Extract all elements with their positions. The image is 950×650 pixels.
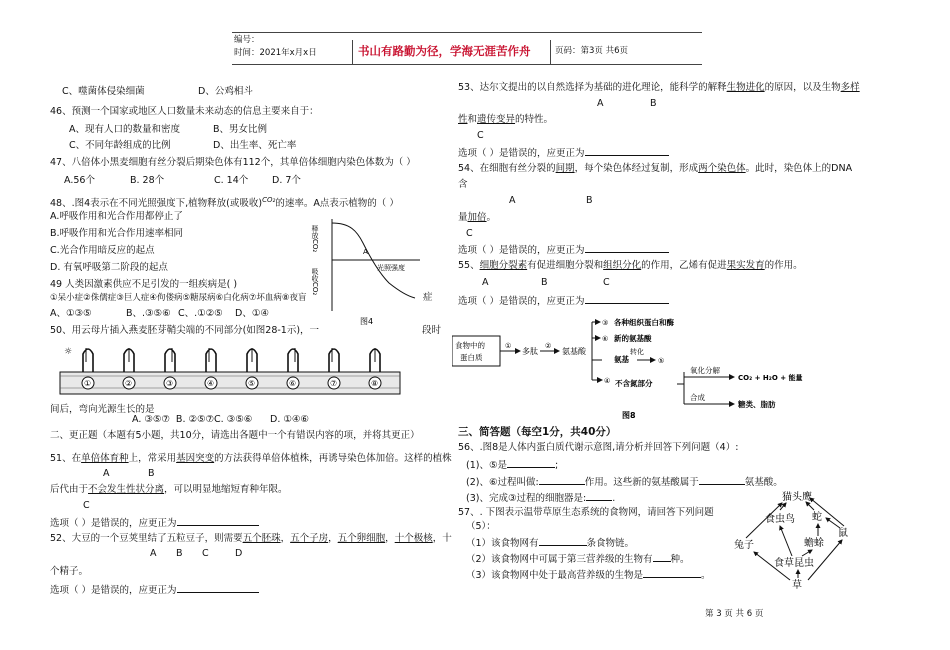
marker-c: C bbox=[477, 130, 484, 141]
coleoptile-tube bbox=[206, 349, 216, 372]
tube-number: ① bbox=[84, 379, 92, 388]
marker-a: A bbox=[482, 277, 489, 288]
question-56-1: (1)、⑤是 ; bbox=[466, 460, 559, 471]
question-56: 56、.图8是人体内蛋白质代谢示意图,请分析并回答下列问题（4）: bbox=[458, 442, 739, 453]
answer-blank[interactable] bbox=[585, 243, 669, 253]
option-d: D、①④ bbox=[235, 308, 269, 319]
question-53-line2: 性和遗传变异的特性。 bbox=[458, 114, 554, 125]
answer-blank[interactable] bbox=[699, 475, 745, 485]
question-50-cont: 间后，弯向光源生长的是 bbox=[50, 404, 155, 415]
answer-blank[interactable] bbox=[585, 294, 669, 304]
answer-blank[interactable] bbox=[586, 491, 612, 501]
question-50: 50、用云母片插入燕麦胚芽鞘尖端的不同部分(如图28-1示)，一 bbox=[50, 325, 320, 336]
amino-group-label: 氨基 bbox=[614, 355, 629, 364]
tube-number: ⑦ bbox=[330, 379, 338, 388]
answer-line: 选项（ ）是错误的，应更正为 bbox=[50, 583, 259, 597]
food-protein-label: 食物中的 bbox=[455, 341, 485, 350]
answer-line: 选项（ ）是错误的，应更正为 bbox=[458, 294, 669, 308]
option-a: A.呼吸作用和光合作用都停止了 bbox=[50, 211, 183, 222]
strip-base bbox=[60, 372, 400, 394]
option-a: A.56个 bbox=[64, 175, 95, 186]
question-49: 49 人类因激素供应不足引发的一组疾病是( ) bbox=[50, 279, 238, 290]
coleoptile-tube bbox=[329, 349, 339, 372]
time-label: 时间：2021年x月x日 bbox=[234, 48, 317, 58]
x-label: 光照强度 bbox=[377, 264, 405, 272]
marker-b: B bbox=[541, 277, 548, 288]
answer-blank[interactable] bbox=[539, 536, 587, 546]
coleoptile-figure bbox=[58, 340, 403, 400]
question-57-1: （1）该食物网有 条食物链。 bbox=[466, 538, 635, 549]
svg-text:⑥: ⑥ bbox=[602, 335, 609, 343]
figure-4-graph bbox=[305, 213, 425, 328]
light-source-icon: ☼ bbox=[64, 347, 73, 357]
option-c: C.光合作用暗反应的起点 bbox=[50, 245, 155, 256]
option-a: A、现有人口的数量和密度 bbox=[69, 124, 180, 135]
question-57-3: （3）该食物网中处于最高营养级的生物是 。 bbox=[466, 570, 711, 581]
section-2-title: 二、更正题（本题有5小题，共10分，请选出各题中一个有错误内容的项，并将其更正） bbox=[50, 430, 420, 441]
svg-text:④: ④ bbox=[604, 377, 611, 385]
option-b: B. 28个 bbox=[130, 175, 165, 186]
answer-blank[interactable] bbox=[177, 516, 259, 526]
peptide-label: 多肽 bbox=[522, 347, 538, 356]
owl-label: 猫头鹰 bbox=[782, 492, 812, 503]
rat-label: 鼠 bbox=[838, 528, 848, 539]
tube-number: ⑤ bbox=[248, 379, 256, 388]
non-nitrogen-label: 不含氮部分 bbox=[615, 379, 653, 388]
svg-text:⑤: ⑤ bbox=[658, 357, 665, 365]
page-info: 页码：第3页 共6页 bbox=[555, 46, 629, 56]
marker-a: A bbox=[150, 548, 157, 559]
question-48: 48、.图4表示在不同光照强度下,植物释放(或吸收)$^{CO_2}$的速率。A点表示植物的（ ） bbox=[50, 196, 399, 210]
marker-b: B bbox=[176, 548, 183, 559]
code-label: 编号： bbox=[234, 35, 260, 45]
marker-b: B bbox=[148, 468, 155, 479]
option-b: B. ②⑤⑦ bbox=[175, 414, 215, 425]
marker-a: A bbox=[509, 195, 516, 206]
question-57: 57、. 下图表示温带草原生态系统的食物网，请回答下列问题 bbox=[458, 507, 714, 518]
products-label: CO₂ + H₂O + 能量 bbox=[738, 374, 803, 382]
answer-blank[interactable] bbox=[539, 475, 585, 485]
grass-label: 草 bbox=[792, 580, 802, 591]
option-b: B、.③⑤⑥ bbox=[126, 308, 171, 319]
question-49-tail: 症 bbox=[423, 292, 433, 303]
tube-number: ③ bbox=[166, 379, 174, 388]
option-d: D. ①④⑥ bbox=[270, 414, 309, 425]
svg-text:转化: 转化 bbox=[630, 348, 644, 356]
marker-a: A bbox=[103, 468, 110, 479]
option-d: D. 有氧呼吸第二阶段的起点 bbox=[50, 262, 168, 273]
food-web-diagram bbox=[730, 488, 860, 610]
point-a-label: A bbox=[363, 248, 368, 256]
tube-number: ⑥ bbox=[289, 379, 297, 388]
option-b: B.呼吸作用和光合作用速率相同 bbox=[50, 228, 184, 239]
option-c: C. ③⑤⑥ bbox=[214, 414, 253, 425]
question-54-line3: 量加倍。 bbox=[458, 212, 497, 223]
tube-number: ④ bbox=[207, 379, 215, 388]
toad-label: 蟾蜍 bbox=[804, 538, 824, 549]
marker-c: C bbox=[202, 548, 209, 559]
question-50-tail: 段时 bbox=[422, 325, 442, 336]
coleoptile-tube bbox=[83, 349, 93, 372]
svg-text:①: ① bbox=[505, 342, 512, 350]
question-55: 55、细胞分裂素有促进细胞分裂和组织分化的作用，乙烯有促进果实发育的作用。 bbox=[458, 260, 803, 271]
question-52-line2: 个精子。 bbox=[50, 566, 89, 577]
answer-blank[interactable] bbox=[177, 583, 259, 593]
oxidation-label: 氧化分解 bbox=[690, 366, 720, 375]
question-51: 51、在单倍体育种上，常采用基因突变的方法获得单倍体植株，再诱导染色体加倍。这样的植株 bbox=[50, 453, 452, 464]
answer-blank[interactable] bbox=[643, 568, 701, 578]
marker-c: C bbox=[603, 277, 610, 288]
question-54: 54、在细胞有丝分裂的间期，每个染色体经过复制，形成两个染色体。此时，染色体上的DNA bbox=[458, 163, 853, 174]
answer-blank[interactable] bbox=[653, 552, 671, 562]
synthesis-label: 合成 bbox=[690, 393, 705, 402]
question-57-2: （2）该食物网中可属于第三营养级的生物有 种。 bbox=[466, 554, 690, 565]
marker-a: A bbox=[597, 98, 604, 109]
option-d: D、公鸡相斗 bbox=[198, 86, 253, 97]
option-b: B、男女比例 bbox=[213, 124, 268, 135]
answer-line: 选项（ ）是错误的，应更正为 bbox=[50, 516, 259, 530]
new-amino-acid-label: 新的氨基酸 bbox=[614, 334, 652, 343]
option-a: A、①③⑤ bbox=[50, 308, 92, 319]
header-bottom-rule bbox=[232, 64, 702, 65]
sugar-fat-label: 糖类、脂肪 bbox=[738, 400, 776, 409]
figure-caption: 图8 bbox=[622, 411, 636, 420]
question-51-line2: 后代由于不会发生性状分离，可以明显地缩短育种年限。 bbox=[50, 484, 288, 495]
header-divider bbox=[550, 40, 551, 64]
question-49-items: ①呆小症②侏儒症③巨人症④佝偻病⑤糖尿病⑥白化病⑦坏血病⑧夜盲 bbox=[50, 293, 307, 303]
marker-b: B bbox=[586, 195, 593, 206]
question-54-line2: 含 bbox=[458, 179, 468, 190]
coleoptile-tube bbox=[288, 349, 298, 372]
y-label-bottom: 吸收CO₂ bbox=[311, 268, 319, 296]
option-d: D. 7个 bbox=[272, 175, 301, 186]
y-label-top: 释放CO₂ bbox=[311, 225, 319, 253]
tube-number: ⑧ bbox=[371, 379, 379, 388]
question-52: 52、大豆的一个豆荚里结了五粒豆子，则需要五个胚珠，五个子房，五个卵细胞，十个极核，十 bbox=[50, 533, 452, 544]
option-d: D、出生率、死亡率 bbox=[213, 140, 297, 151]
coleoptile-tube bbox=[165, 349, 175, 372]
insect-bird-label: 食虫鸟 bbox=[765, 514, 795, 525]
tissue-protein-label: 各种组织蛋白和酶 bbox=[614, 318, 674, 327]
answer-line: 选项（ ）是错误的，应更正为 bbox=[458, 146, 669, 160]
question-53: 53、达尔文提出的以自然选择为基础的进化理论，能科学的解释生物进化的原因，以及生物多样 bbox=[458, 82, 860, 93]
tube-number: ② bbox=[125, 379, 133, 388]
rabbit-label: 兔子 bbox=[734, 540, 754, 551]
svg-text:②: ② bbox=[545, 342, 552, 350]
page-header bbox=[232, 32, 702, 64]
question-56-3: (3)、完成③过程的细胞器是: . bbox=[466, 493, 616, 504]
marker-d: D bbox=[235, 548, 243, 559]
snake-label: 蛇 bbox=[812, 512, 822, 523]
insect-label: 食草昆虫 bbox=[774, 558, 814, 569]
figure-caption: 图4 bbox=[360, 317, 374, 326]
question-57-note: （5）： bbox=[466, 521, 496, 532]
option-c: C、噬菌体侵染细菌 bbox=[62, 86, 145, 97]
question-47: 47、八倍体小黑麦细胞有丝分裂后期染色体有112个，其单倍体细胞内染色体数为（ ） bbox=[50, 157, 416, 168]
option-c: C、不同年龄组成的比例 bbox=[69, 140, 171, 151]
svg-text:蛋白质: 蛋白质 bbox=[460, 353, 483, 362]
figure-8-diagram bbox=[452, 312, 822, 420]
section-3-title: 三、简答题（每空1分，共40分） bbox=[458, 426, 617, 438]
option-c: C. 14个 bbox=[214, 175, 249, 186]
answer-blank[interactable] bbox=[585, 146, 669, 156]
question-46: 46、预测一个国家或地区人口数量未来动态的信息主要来自于： bbox=[50, 106, 319, 117]
marker-c: C bbox=[83, 500, 90, 511]
amino-acid-label: 氨基酸 bbox=[562, 347, 586, 356]
answer-blank[interactable] bbox=[507, 458, 555, 468]
question-56-2: (2)、⑥过程叫做: 作用。这些新的氨基酸属于 氨基酸。 bbox=[466, 477, 783, 488]
header-divider bbox=[352, 40, 353, 64]
header-top-rule bbox=[232, 32, 702, 33]
marker-c: C bbox=[466, 228, 473, 239]
option-b-wrap bbox=[132, 414, 214, 426]
answer-line: 选项（ ）是错误的，应更正为 bbox=[458, 243, 669, 257]
motto: 书山有路勤为径，学海无涯苦作舟 bbox=[358, 44, 531, 58]
marker-b: B bbox=[650, 98, 657, 109]
page-footer: 第 3 页 共 6 页 bbox=[705, 609, 764, 619]
option-c: C、.①②⑤ bbox=[178, 308, 223, 319]
option-a: A. ③⑤⑦ bbox=[132, 414, 170, 425]
svg-text:③: ③ bbox=[602, 319, 609, 327]
co2-symbol: CO₂ bbox=[262, 196, 276, 204]
